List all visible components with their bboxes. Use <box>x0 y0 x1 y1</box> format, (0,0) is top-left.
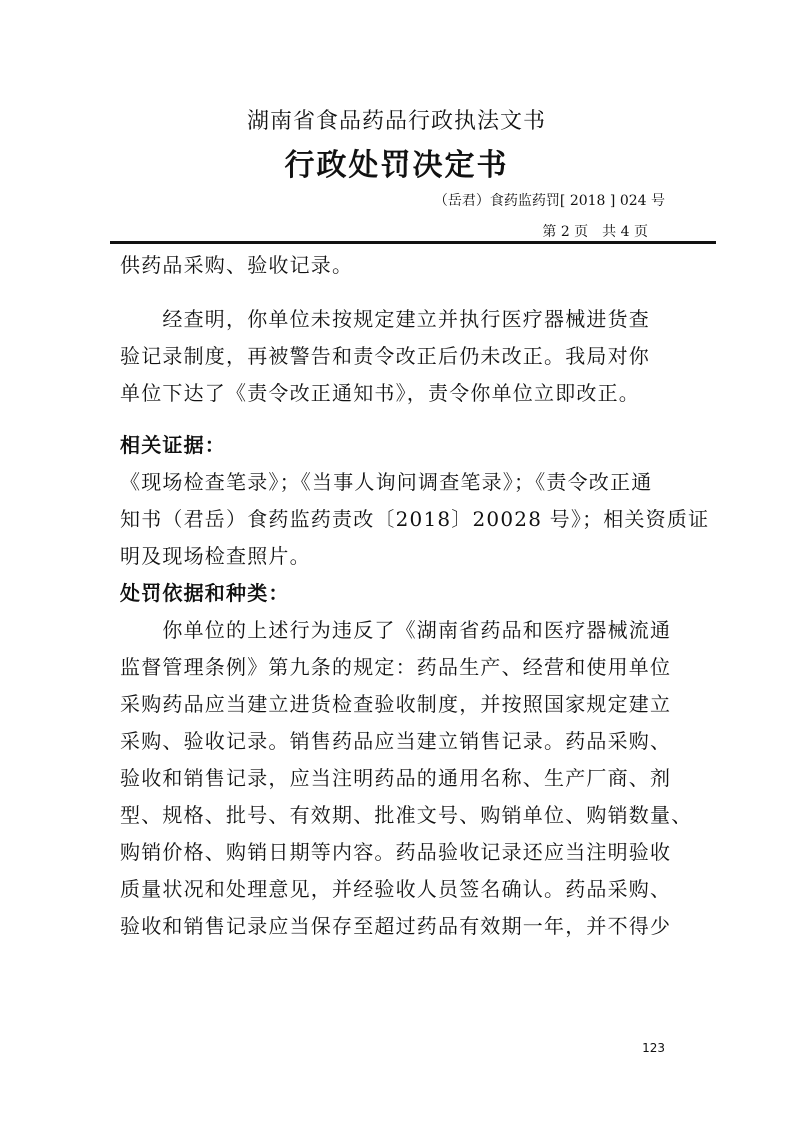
body-line: 供药品采购、验收记录。 <box>120 253 354 277</box>
page-number: 123 <box>642 1041 665 1055</box>
body-line: 明及现场检查照片。 <box>120 544 311 568</box>
section-heading-evidence: 相关证据： <box>120 433 226 457</box>
body-line: 你单位的上述行为违反了《湖南省药品和医疗器械流通 <box>120 618 672 642</box>
body-line: 监督管理条例》第九条的规定：药品生产、经营和使用单位 <box>120 655 672 679</box>
body-line: 验收和销售记录应当保存至超过药品有效期一年，并不得少 <box>120 914 672 938</box>
body-line: 经查明，你单位未按规定建立并执行医疗器械进货查 <box>120 307 650 331</box>
body-line: 购销价格、购销日期等内容。药品验收记录还应当注明验收 <box>120 840 672 864</box>
header-divider <box>110 241 716 244</box>
body-line: 知书（君岳）食药监药责改〔2018〕20028 号》；相关资质证 <box>120 507 710 531</box>
document-number: （岳君）食药监药罚[ 2018 ] 024 号 <box>433 193 665 209</box>
section-heading-basis: 处罚依据和种类： <box>120 581 290 605</box>
body-line: 型、规格、批号、有效期、批准文号、购销单位、购销数量、 <box>120 803 693 827</box>
document-title: 行政处罚决定书 <box>284 148 509 183</box>
body-line: 单位下达了《责令改正通知书》，责令你单位立即改正。 <box>120 381 640 405</box>
body-line: 《现场检查笔录》；《当事人询问调查笔录》；《责令改正通 <box>120 470 653 494</box>
page-indicator: 第 2 页 共 4 页 <box>542 224 648 240</box>
body-line: 质量状况和处理意见，并经验收人员签名确认。药品采购、 <box>120 877 672 901</box>
issuing-authority-title: 湖南省食品药品行政执法文书 <box>246 109 546 134</box>
body-line: 采购、验收记录。销售药品应当建立销售记录。药品采购、 <box>120 729 672 753</box>
body-line: 验记录制度，再被警告和责令改正后仍未改正。我局对你 <box>120 344 650 368</box>
body-line: 采购药品应当建立进货检查验收制度，并按照国家规定建立 <box>120 692 672 716</box>
document-body <box>120 247 710 945</box>
body-line: 验收和销售记录，应当注明药品的通用名称、生产厂商、剂 <box>120 766 672 790</box>
